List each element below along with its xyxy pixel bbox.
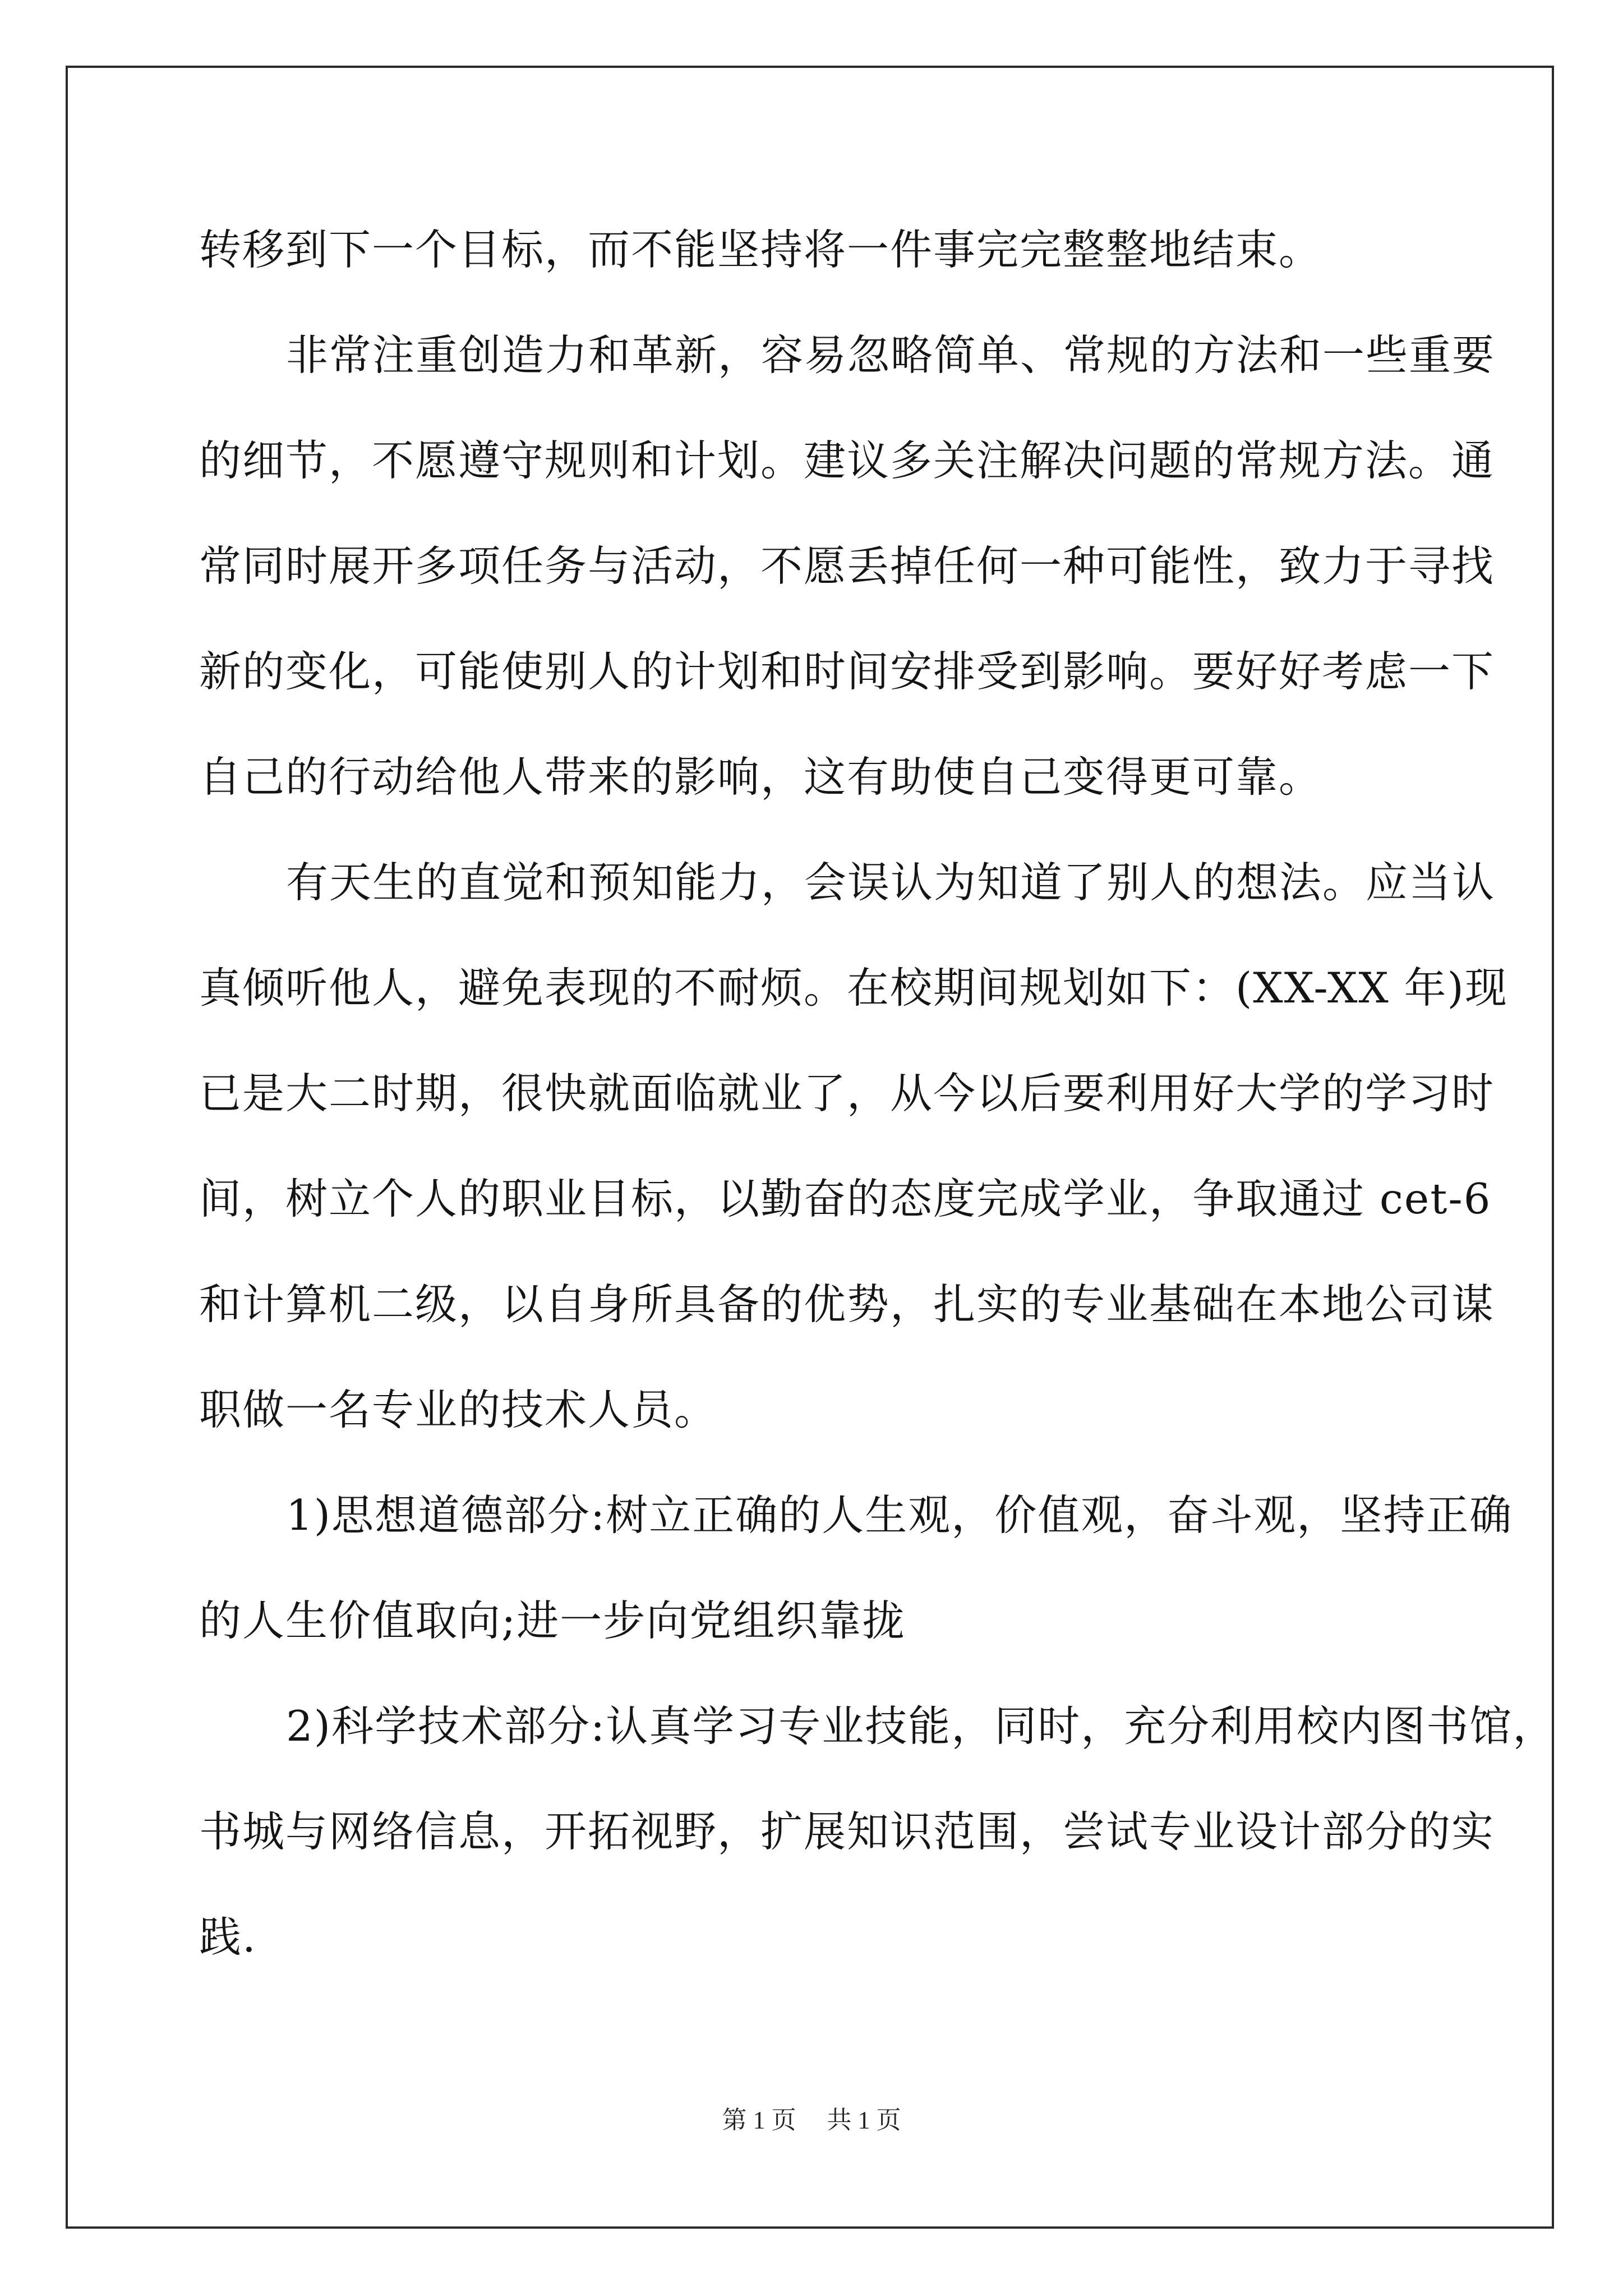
paragraph-2-line-3: 常同时展开多项任务与活动，不愿丢掉任何一种可能性，致力于寻找 (199, 541, 1495, 591)
page-border (66, 66, 1554, 2229)
page-footer (0, 2104, 1623, 2137)
paragraph-3-line-3: 已是大二时期，很快就面临就业了，从今以后要利用好大学的学习时 (199, 1069, 1495, 1118)
paragraph-3-line-1: 有天生的直觉和预知能力，会误认为知道了别人的想法。应当认 (286, 858, 1496, 907)
paragraph-4-line-1: 1)思想道德部分:树立正确的人生观，价值观，奋斗观，坚持正确 (286, 1490, 1513, 1540)
paragraph-2-line-5: 自己的行动给他人带来的影响，这有助使自己变得更可靠。 (199, 752, 1322, 802)
paragraph-3-line-5: 和计算机二级，以自身所具备的优势，扎实的专业基础在本地公司谋 (199, 1280, 1495, 1329)
paragraph-3-line-4: 间，树立个人的职业目标，以勤奋的态度完成学业，争取通过 cet-6 (199, 1174, 1492, 1223)
paragraph-2-line-4: 新的变化，可能使别人的计划和时间安排受到影响。要好好考虑一下 (199, 647, 1495, 696)
paragraph-3-line-6: 职做一名专业的技术人员。 (199, 1385, 718, 1434)
paragraph-1-line-1: 转移到下一个目标，而不能坚持将一件事完完整整地结束。 (199, 225, 1322, 274)
paragraph-5-line-3: 践. (199, 1912, 257, 1962)
page-number-total: 共 1 页 (827, 2106, 901, 2134)
page-number-current: 第 1 页 (722, 2106, 796, 2134)
paragraph-2-line-1: 非常注重创造力和革新，容易忽略简单、常规的方法和一些重要 (286, 330, 1496, 380)
paragraph-5-line-1: 2)科学技术部分:认真学习专业技能，同时，充分利用校内图书馆， (286, 1701, 1556, 1751)
paragraph-2-line-2: 的细节，不愿遵守规则和计划。建议多关注解决问题的常规方法。通 (199, 436, 1495, 485)
paragraph-3-line-2: 真倾听他人，避免表现的不耐烦。在校期间规划如下：(XX-XX 年)现 (199, 963, 1508, 1013)
paragraph-4-line-2: 的人生价值取向;进一步向党组织靠拢 (199, 1596, 906, 1645)
paragraph-5-line-2: 书城与网络信息，开拓视野，扩展知识范围，尝试专业设计部分的实 (199, 1807, 1495, 1856)
